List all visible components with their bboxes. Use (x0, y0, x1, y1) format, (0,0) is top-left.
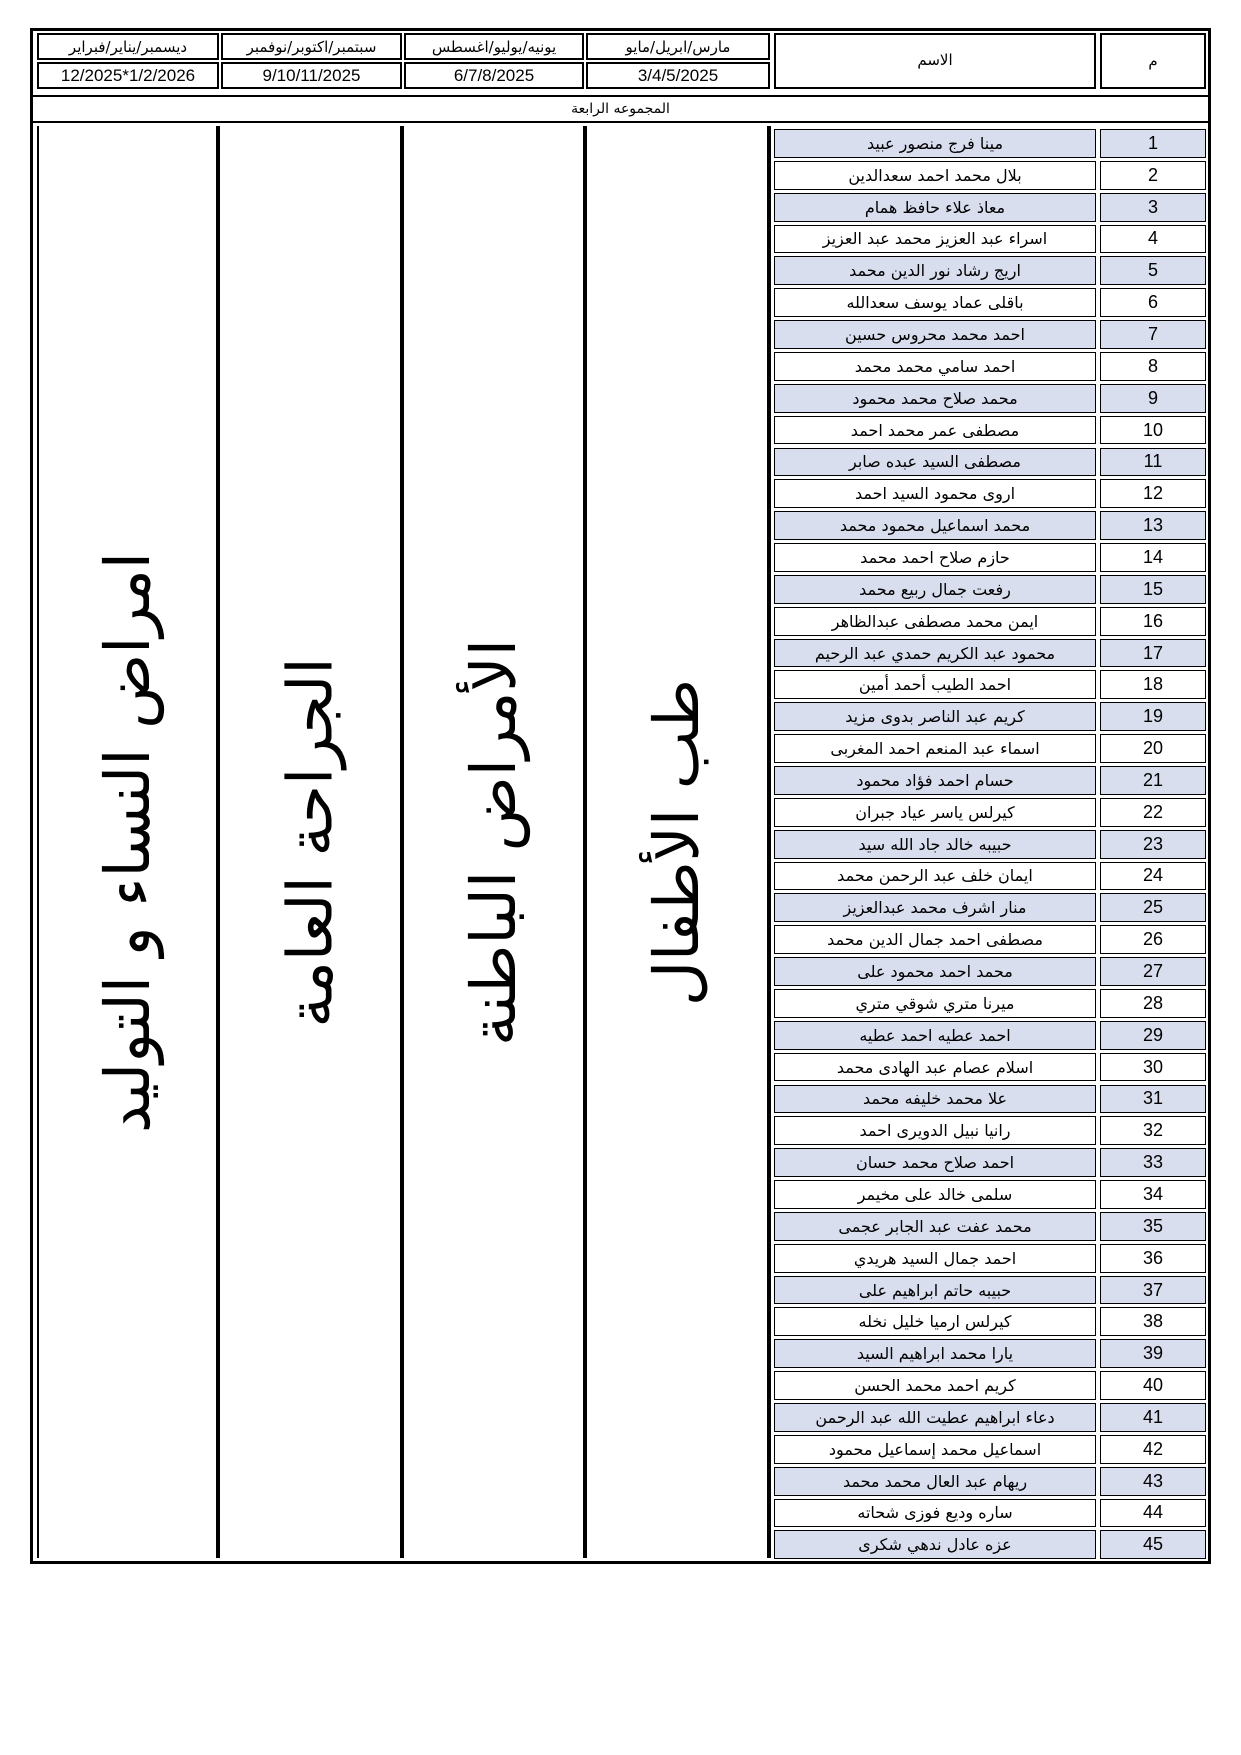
student-number: 36 (1142, 1247, 1164, 1268)
student-name: حازم صلاح احمد محمد (860, 547, 1010, 567)
student-name-cell (774, 1085, 1096, 1114)
period-2-dates-text: 6/7/8/2025 (453, 65, 535, 85)
student-number: 26 (1142, 929, 1164, 950)
student-number-cell (1100, 1212, 1206, 1241)
student-name: مصطفى عمر محمد احمد (850, 420, 1020, 440)
student-name: كريم احمد محمد الحسن (854, 1376, 1016, 1396)
student-number: 17 (1142, 642, 1164, 663)
student-number-cell (1100, 161, 1206, 190)
student-number-cell (1100, 1021, 1206, 1050)
student-name: احمد الطيب أحمد أمين (858, 675, 1012, 695)
student-number-cell (1100, 129, 1206, 158)
student-name: يارا محمد ابراهيم السيد (856, 1344, 1014, 1364)
student-name: كيرلس ياسر عياد جبران (855, 802, 1015, 822)
period-4-months (37, 33, 219, 60)
student-number: 2 (1147, 164, 1158, 185)
rotation-obgyn-text: امراض النساء و التوليد (91, 551, 165, 1133)
student-name-cell (774, 352, 1096, 381)
student-number-cell (1100, 1307, 1206, 1336)
student-number-cell (1100, 1467, 1206, 1496)
student-number: 7 (1147, 324, 1158, 345)
student-name: احمد سامي محمد محمد (854, 356, 1016, 376)
student-name: مصطفى احمد جمال الدين محمد (827, 930, 1043, 950)
student-number: 31 (1142, 1088, 1164, 1109)
student-number: 13 (1142, 515, 1164, 536)
period-3-months (221, 33, 402, 60)
student-number: 8 (1147, 355, 1158, 376)
student-name: محمد صلاح محمد محمود (852, 388, 1018, 408)
student-number: 38 (1142, 1311, 1164, 1332)
student-name-cell (774, 320, 1096, 349)
header-name-cell (774, 33, 1096, 89)
student-name: بلال محمد احمد سعدالدين (848, 165, 1022, 185)
student-name: ساره وديع فوزى شحاته (857, 1503, 1013, 1523)
student-number: 1 (1147, 132, 1158, 153)
student-number: 15 (1142, 578, 1164, 599)
student-number: 37 (1142, 1279, 1164, 1300)
student-number: 20 (1142, 738, 1164, 759)
student-number: 35 (1142, 1215, 1164, 1236)
student-name-cell (774, 989, 1096, 1018)
student-name-cell (774, 702, 1096, 731)
student-number-cell (1100, 448, 1206, 477)
student-name: ايمن محمد مصطفى عبدالظاهر (831, 611, 1039, 631)
period-2-dates (404, 62, 584, 89)
rotation-obgyn (39, 126, 216, 1558)
student-number-cell (1100, 734, 1206, 763)
student-name-cell (774, 1403, 1096, 1432)
student-name: اسماعيل محمد إسماعيل محمود (828, 1439, 1042, 1459)
student-number: 3 (1147, 196, 1158, 217)
student-number: 12 (1142, 483, 1164, 504)
student-number-cell (1100, 1276, 1206, 1305)
student-number: 32 (1142, 1120, 1164, 1141)
student-number: 22 (1142, 801, 1164, 822)
student-number-cell (1100, 1339, 1206, 1368)
student-number-cell (1100, 1180, 1206, 1209)
student-name: مصطفى السيد عبده صابر (849, 452, 1021, 472)
student-name-cell (774, 734, 1096, 763)
student-name: اسماء عبد المنعم احمد المغربى (830, 739, 1040, 759)
rotation-pediatrics-text: طب الأطفال (640, 678, 714, 1006)
student-number: 43 (1142, 1470, 1164, 1491)
student-number-cell (1100, 479, 1206, 508)
student-name: كريم عبد الناصر بدوى مزيد (845, 707, 1025, 727)
student-name: محمد احمد محمود على (857, 962, 1013, 982)
student-number-cell (1100, 607, 1206, 636)
student-name-cell (774, 575, 1096, 604)
student-name: حسام احمد فؤاد محمود (856, 770, 1014, 790)
student-number-cell (1100, 1371, 1206, 1400)
header-number-label: م (1148, 52, 1158, 70)
rotation-internal-medicine (404, 126, 583, 1558)
student-number-cell (1100, 862, 1206, 891)
student-number-cell (1100, 1435, 1206, 1464)
period-3-months-text: سبتمبر/اكتوبر/نوفمبر (246, 37, 377, 56)
student-number-cell (1100, 511, 1206, 540)
period-1-dates-text: 3/4/5/2025 (637, 65, 719, 85)
student-number-cell (1100, 352, 1206, 381)
student-name-cell (774, 479, 1096, 508)
student-name: اسراء عبد العزيز محمد عبد العزيز (822, 229, 1048, 249)
student-number: 19 (1142, 706, 1164, 727)
student-name-cell (774, 1530, 1096, 1559)
student-name-cell (774, 1244, 1096, 1273)
student-name: محمد عفت عبد الجابر عجمى (838, 1216, 1032, 1236)
student-name: اريج رشاد نور الدين محمد (849, 261, 1021, 281)
student-number-cell (1100, 893, 1206, 922)
student-name-cell (774, 1499, 1096, 1528)
student-number-cell (1100, 543, 1206, 572)
student-name-cell (774, 1371, 1096, 1400)
student-number-cell (1100, 1053, 1206, 1082)
student-name-cell (774, 1467, 1096, 1496)
student-number-cell (1100, 670, 1206, 699)
student-name: كيرلس ارميا خليل نخله (858, 1312, 1012, 1332)
student-name-cell (774, 607, 1096, 636)
student-name-cell (774, 416, 1096, 445)
student-number: 11 (1143, 451, 1163, 472)
student-name: اروى محمود السيد احمد (854, 484, 1016, 504)
student-name: باقلى عماد يوسف سعدالله (846, 293, 1024, 313)
student-number: 24 (1142, 865, 1164, 886)
student-name: ميرنا متري شوقي متري (855, 993, 1015, 1013)
student-name: مينا فرج منصور عبيد (866, 133, 1004, 153)
student-number-cell (1100, 575, 1206, 604)
student-name: ريهام عبد العال محمد محمد (842, 1471, 1028, 1491)
student-name: اسلام عصام عبد الهادى محمد (836, 1057, 1034, 1077)
student-name: محمود عبد الكريم حمدي عبد الرحيم (814, 643, 1056, 663)
student-name-cell (774, 256, 1096, 285)
student-name-cell (774, 1212, 1096, 1241)
rotation-general-surgery-text: الجراحة العامة (273, 656, 347, 1028)
period-4-dates (37, 62, 219, 89)
student-number-cell (1100, 798, 1206, 827)
student-name-cell (774, 957, 1096, 986)
student-number-cell (1100, 1403, 1206, 1432)
student-name: رانيا نبيل الدويرى احمد (859, 1121, 1011, 1141)
student-number: 6 (1147, 292, 1158, 313)
student-number-cell (1100, 1499, 1206, 1528)
student-number-cell (1100, 1244, 1206, 1273)
student-number-cell (1100, 193, 1206, 222)
rotation-internal-medicine-text: الأمراض الباطنة (457, 638, 530, 1046)
student-number: 23 (1142, 833, 1164, 854)
student-name: عزه عادل ندهي شكرى (858, 1535, 1012, 1555)
rotation-pediatrics (587, 126, 767, 1558)
student-name: حبيبه خالد جاد الله سيد (858, 834, 1012, 854)
student-number: 29 (1142, 1024, 1164, 1045)
student-number-cell (1100, 989, 1206, 1018)
student-number-cell (1100, 830, 1206, 859)
student-number-cell (1100, 957, 1206, 986)
student-name-cell (774, 1053, 1096, 1082)
student-name-cell (774, 1021, 1096, 1050)
student-name-cell (774, 670, 1096, 699)
student-number-cell (1100, 256, 1206, 285)
student-number: 16 (1142, 610, 1164, 631)
period-2-months (404, 33, 584, 60)
student-number: 10 (1142, 419, 1164, 440)
period-4-months-text: ديسمبر/يناير/فبراير (68, 37, 188, 56)
student-name-cell (774, 1116, 1096, 1145)
student-number: 21 (1142, 769, 1164, 790)
student-name-cell (774, 766, 1096, 795)
student-name: رفعت جمال ربيع محمد (859, 579, 1011, 599)
student-name-cell (774, 543, 1096, 572)
student-name: سلمى خالد على مخيمر (857, 1184, 1013, 1204)
student-number: 40 (1142, 1375, 1164, 1396)
student-name-cell (774, 193, 1096, 222)
student-name: علا محمد خليفه محمد (862, 1089, 1008, 1109)
student-number-cell (1100, 1530, 1206, 1559)
period-3-dates (221, 62, 402, 89)
student-number-cell (1100, 925, 1206, 954)
column-divider (767, 126, 771, 1558)
student-number-cell (1100, 1116, 1206, 1145)
student-name-cell (774, 1339, 1096, 1368)
student-number: 4 (1147, 228, 1158, 249)
student-number-cell (1100, 416, 1206, 445)
student-name-cell (774, 798, 1096, 827)
student-name: منار اشرف محمد عبدالعزيز (843, 898, 1027, 918)
student-name-cell (774, 862, 1096, 891)
period-3-dates-text: 9/10/11/2025 (262, 65, 361, 85)
student-name-cell (774, 893, 1096, 922)
header-number-cell (1100, 33, 1206, 89)
student-number: 25 (1142, 897, 1164, 918)
student-name-cell (774, 511, 1096, 540)
student-name-cell (774, 288, 1096, 317)
student-name-cell (774, 448, 1096, 477)
student-name-cell (774, 129, 1096, 158)
student-number: 9 (1147, 387, 1158, 408)
period-1-months-text: مارس/ابريل/مايو (625, 37, 731, 56)
student-number: 14 (1142, 546, 1164, 567)
student-name: دعاء ابراهيم عطيت الله عبد الرحمن (815, 1407, 1055, 1427)
student-name-cell (774, 639, 1096, 668)
student-number: 39 (1142, 1343, 1164, 1364)
group-title-text: المجموعه الرابعة (571, 101, 670, 117)
student-name-cell (774, 1435, 1096, 1464)
student-name: احمد جمال السيد هريدي (853, 1248, 1017, 1268)
student-number-cell (1100, 1085, 1206, 1114)
student-number-cell (1100, 225, 1206, 254)
student-name-cell (774, 225, 1096, 254)
period-4-dates-text: 12/2025*1/2/2026 (60, 65, 196, 85)
student-name: محمد اسماعيل محمود محمد (839, 516, 1031, 536)
student-number-cell (1100, 288, 1206, 317)
student-name: احمد صلاح محمد حسان (855, 1153, 1015, 1173)
header-name-label: الاسم (917, 51, 953, 69)
student-number-cell (1100, 639, 1206, 668)
student-number-cell (1100, 1148, 1206, 1177)
student-number: 30 (1142, 1056, 1164, 1077)
rotation-general-surgery (220, 126, 400, 1558)
student-name-cell (774, 1180, 1096, 1209)
student-number: 44 (1142, 1502, 1164, 1523)
student-name-cell (774, 925, 1096, 954)
student-name-cell (774, 161, 1096, 190)
student-number: 33 (1142, 1152, 1164, 1173)
student-name: احمد محمد محروس حسين (845, 325, 1025, 345)
student-name-cell (774, 1148, 1096, 1177)
student-number: 42 (1142, 1438, 1164, 1459)
student-number-cell (1100, 384, 1206, 413)
group-title (33, 95, 1208, 123)
student-number-cell (1100, 320, 1206, 349)
student-name-cell (774, 1276, 1096, 1305)
student-number-cell (1100, 766, 1206, 795)
student-name-cell (774, 830, 1096, 859)
student-name-cell (774, 384, 1096, 413)
period-2-months-text: يونيه/يوليو/اغسطس (431, 37, 557, 56)
student-number: 45 (1142, 1534, 1164, 1555)
period-1-months (586, 33, 770, 60)
student-number: 27 (1142, 961, 1164, 982)
student-name: معاذ علاء حافظ همام (864, 197, 1006, 217)
student-number: 28 (1142, 992, 1164, 1013)
student-number: 34 (1142, 1183, 1164, 1204)
student-number: 18 (1142, 674, 1164, 695)
schedule-sheet (30, 28, 1211, 1564)
student-name: حبيبه حاتم ابراهيم على (858, 1280, 1012, 1300)
student-number: 5 (1147, 260, 1158, 281)
period-1-dates (586, 62, 770, 89)
student-name: احمد عطيه احمد عطيه (859, 1025, 1011, 1045)
student-name: ايمان خلف عبد الرحمن محمد (837, 866, 1033, 886)
student-name-cell (774, 1307, 1096, 1336)
student-number: 41 (1142, 1406, 1164, 1427)
student-number-cell (1100, 702, 1206, 731)
